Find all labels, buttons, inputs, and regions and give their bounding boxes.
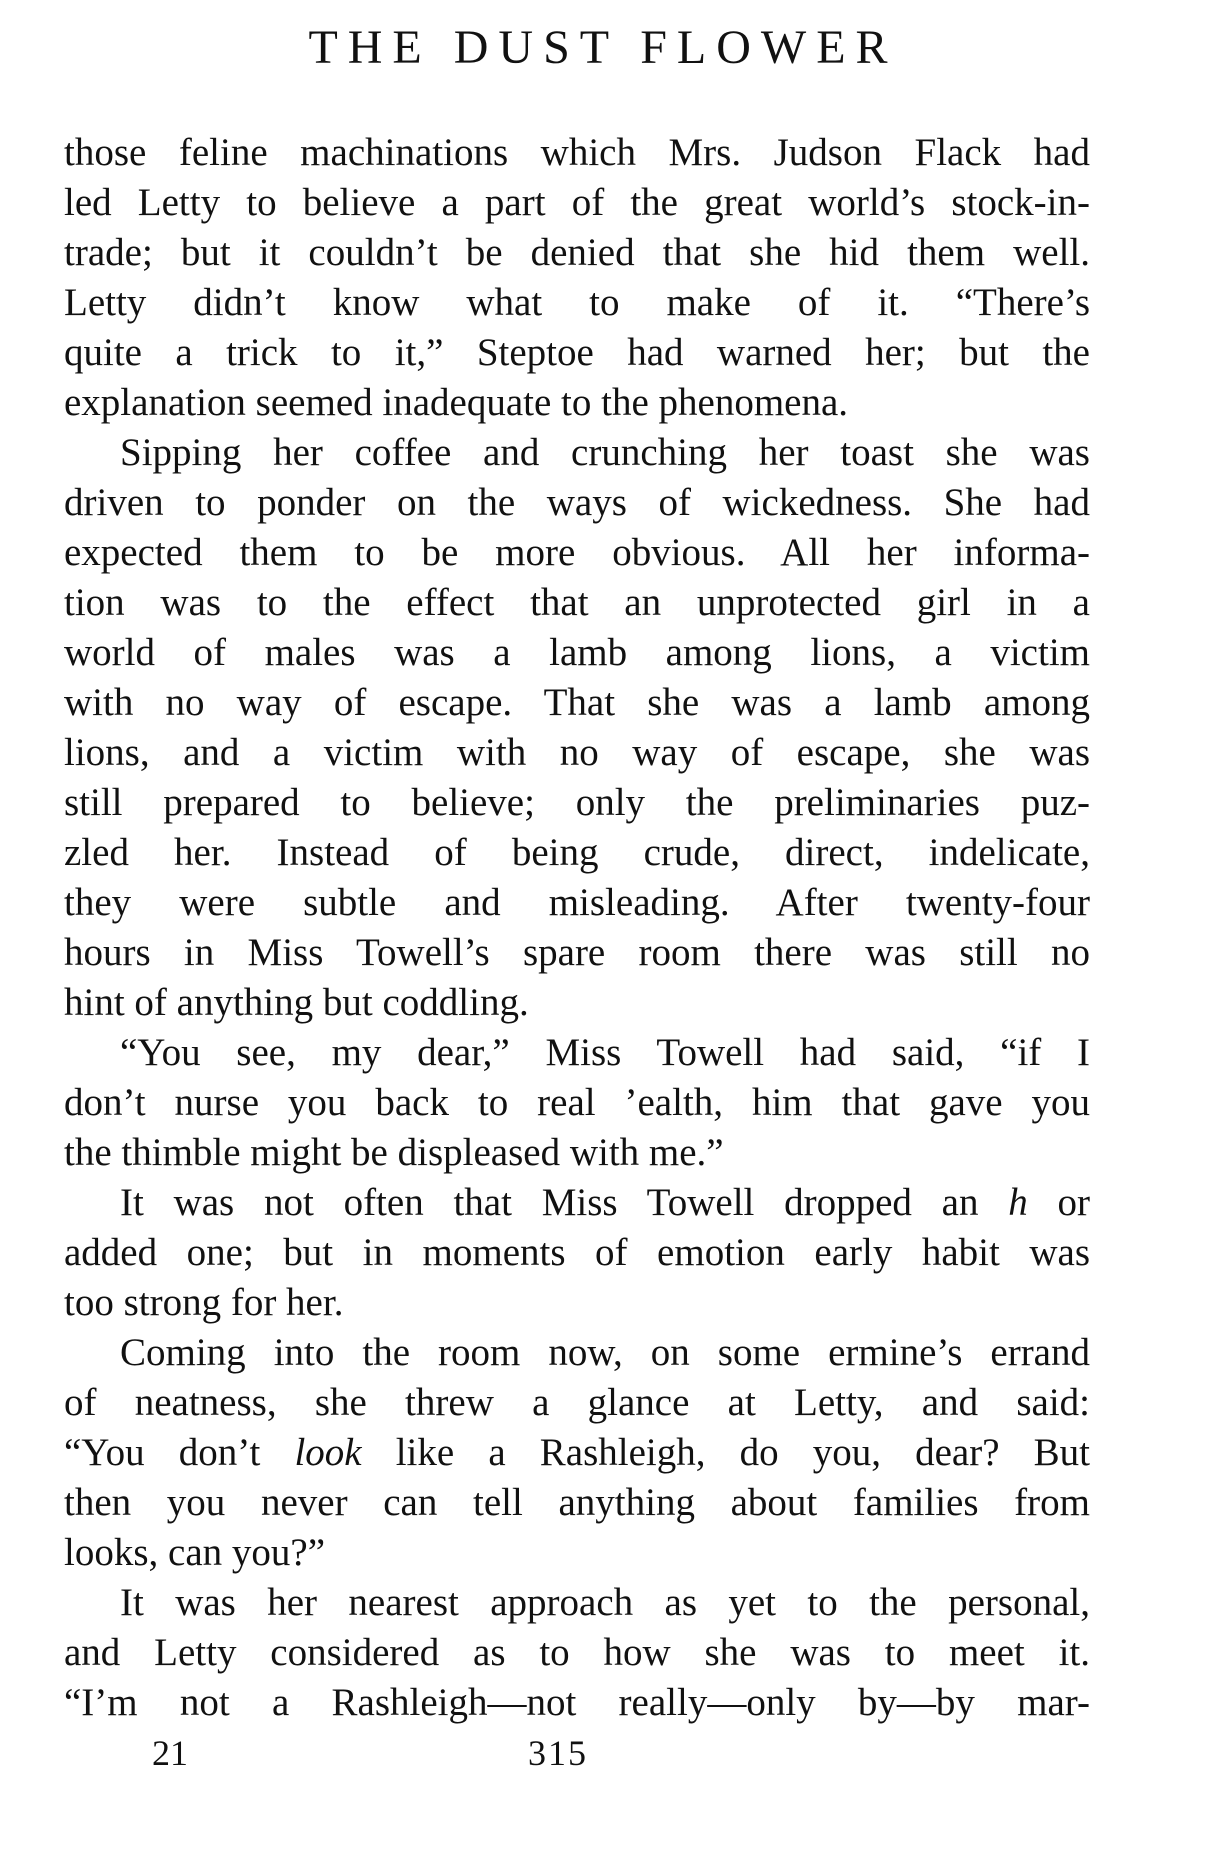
text-line: world of males was a lamb among lions, a victim	[64, 631, 1090, 674]
text-line: those feline machinations which Mrs. Judson Flack had	[64, 131, 1090, 174]
text-line: they were subtle and misleading. After twenty-four	[64, 881, 1090, 924]
text-line: “You see, my dear,” Miss Towell had said, “if I	[120, 1031, 1090, 1074]
text-line: and Letty considered as to how she was to meet it.	[64, 1631, 1090, 1674]
text-line: still prepared to believe; only the preliminaries puz-	[64, 781, 1090, 824]
text-line: Sipping her coffee and crunching her toast she was	[120, 431, 1090, 474]
text-line: hours in Miss Towell’s spare room there was still no	[64, 931, 1090, 974]
text-line: tion was to the effect that an unprotected girl in a	[64, 581, 1090, 624]
text-line: too strong for her.	[64, 1281, 344, 1324]
text-line: Letty didn’t know what to make of it. “There’s	[64, 281, 1090, 324]
text-line: trade; but it couldn’t be denied that she hid them well.	[64, 231, 1090, 274]
text-line: led Letty to believe a part of the great world’s stock-in-	[64, 181, 1090, 224]
body-text	[64, 128, 1090, 1728]
text-line: lions, and a victim with no way of escape, she was	[64, 731, 1090, 774]
text-line: with no way of escape. That she was a lamb among	[64, 681, 1090, 724]
text-line: looks, can you?”	[64, 1531, 326, 1574]
page-number: 315	[528, 1733, 588, 1773]
text-line: driven to ponder on the ways of wickedness. She had	[64, 481, 1090, 524]
signature-mark: 21	[152, 1733, 188, 1773]
text-line: hint of anything but coddling.	[64, 981, 529, 1024]
text-line: the thimble might be displeased with me.”	[64, 1131, 724, 1174]
text-line: zled her. Instead of being crude, direct, indelicate,	[64, 831, 1090, 874]
text-line: expected them to be more obvious. All her informa-	[64, 531, 1090, 574]
text-line: Coming into the room now, on some ermine’s errand	[120, 1331, 1090, 1374]
text-line: of neatness, she threw a glance at Letty, and said:	[64, 1381, 1090, 1424]
running-head: THE DUST FLOWER	[308, 21, 898, 74]
text-line: don’t nurse you back to real ’ealth, him that gave you	[64, 1081, 1090, 1124]
page-footer	[0, 1728, 1206, 1778]
italic-word: look	[294, 1431, 362, 1474]
text-line: “You don’t look like a Rashleigh, do you, dear? But	[64, 1431, 1090, 1474]
text-line: quite a trick to it,” Steptoe had warned her; but the	[64, 331, 1090, 374]
text-line: added one; but in moments of emotion early habit was	[64, 1231, 1090, 1274]
text-line: It was her nearest approach as yet to the personal,	[120, 1581, 1090, 1624]
text-line: then you never can tell anything about families from	[64, 1481, 1090, 1524]
italic-word: h	[1008, 1181, 1028, 1224]
text-line: “I’m not a Rashleigh—not really—only by—by mar-	[64, 1681, 1090, 1724]
text-line: explanation seemed inadequate to the phenomena.	[64, 381, 849, 424]
text-line: It was not often that Miss Towell dropped an h or	[120, 1181, 1090, 1224]
